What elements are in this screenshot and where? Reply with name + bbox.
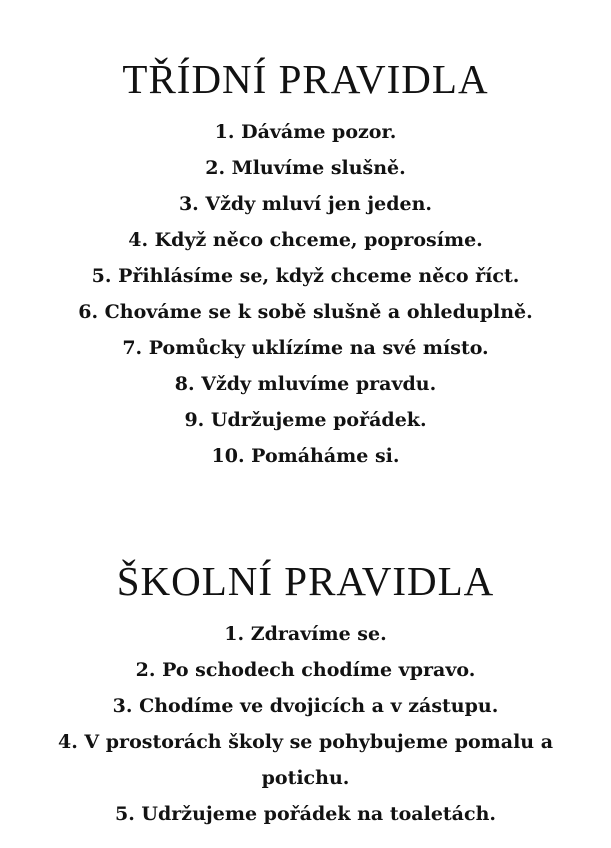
class-rules-list bbox=[53, 114, 558, 474]
class-rules-title: TŘÍDNÍ PRAVIDLA bbox=[122, 56, 489, 102]
school-rule-1: 1. Zdravíme se. bbox=[224, 623, 387, 645]
school-rule-4: 4. V prostorách školy se pohybujeme pomalu a potichu. bbox=[57, 731, 554, 789]
school-rules-section bbox=[0, 556, 611, 832]
class-rule-6: 6. Chováme se k sobě slušně a ohleduplně. bbox=[78, 301, 533, 323]
class-rule-10: 10. Pomáháme si. bbox=[211, 445, 400, 467]
class-rule-4: 4. Když něco chceme, poprosíme. bbox=[128, 229, 483, 251]
class-rule-1: 1. Dáváme pozor. bbox=[214, 121, 397, 143]
class-rule-3: 3. Vždy mluví jen jeden. bbox=[178, 193, 433, 215]
class-rule-5: 5. Přihlásíme se, když chceme něco říct. bbox=[91, 265, 520, 287]
class-rule-8: 8. Vždy mluvíme pravdu. bbox=[174, 373, 437, 395]
school-rules-title: ŠKOLNÍ PRAVIDLA bbox=[116, 558, 495, 604]
class-rule-2: 2. Mluvíme slušně. bbox=[205, 157, 406, 179]
class-rule-9: 9. Udržujeme pořádek. bbox=[184, 409, 427, 431]
school-rules-list bbox=[53, 616, 558, 832]
class-rules-section bbox=[0, 54, 611, 474]
school-rule-5: 5. Udržujeme pořádek na toaletách. bbox=[114, 803, 496, 825]
school-rule-2: 2. Po schodech chodíme vpravo. bbox=[135, 659, 476, 681]
class-rule-7: 7. Pomůcky uklízíme na své místo. bbox=[122, 337, 489, 359]
school-rule-3: 3. Chodíme ve dvojicích a v zástupu. bbox=[112, 695, 499, 717]
